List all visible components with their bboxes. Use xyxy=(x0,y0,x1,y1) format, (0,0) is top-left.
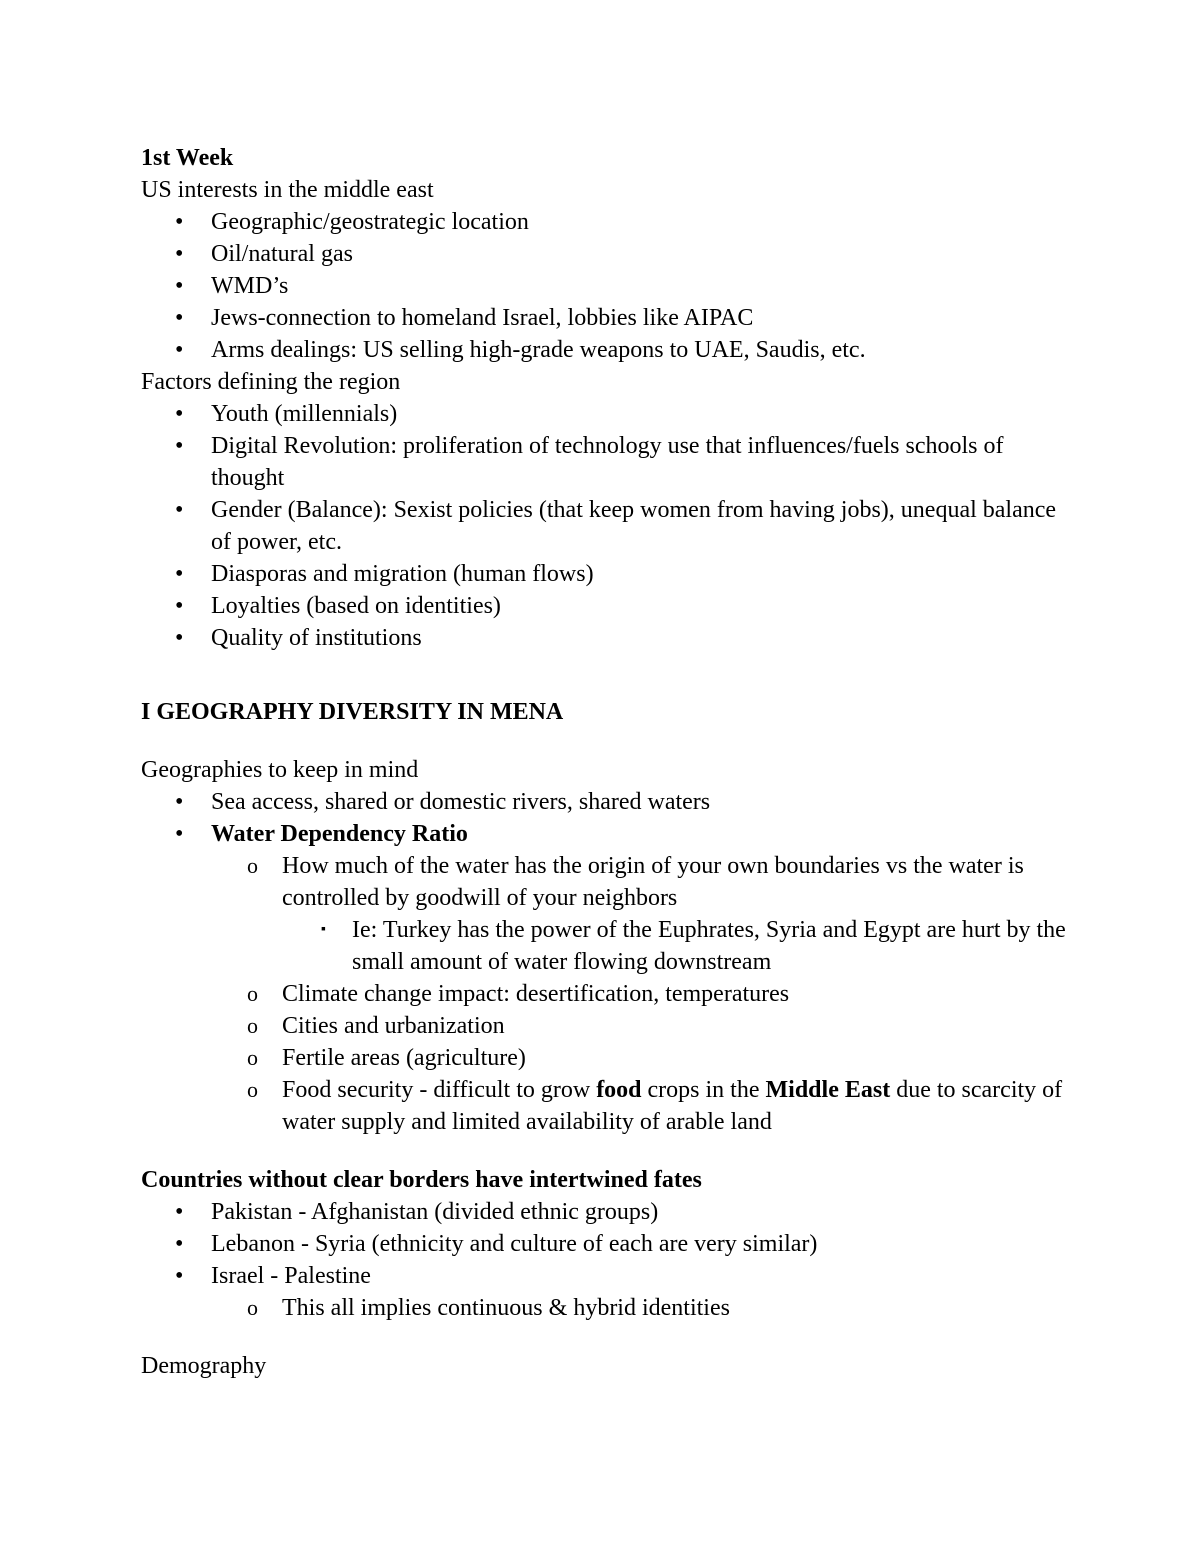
list-item: • Digital Revolution: proliferation of technology use that influences/fuels schools of thought xyxy=(141,430,1071,494)
sub-list-item: o This all implies continuous & hybrid identities xyxy=(141,1292,1071,1324)
sub-list-item: o Food security - difficult to grow food crops in the Middle East due to scarcity of water supply and limited availability of arable land xyxy=(141,1074,1071,1138)
bullet-icon: • xyxy=(175,273,184,299)
list-item: • Israel - Palestine xyxy=(141,1260,1071,1292)
list-item: • Quality of institutions xyxy=(141,622,1071,654)
bullet-icon: • xyxy=(175,625,184,651)
sub-list-item: o Cities and urbanization xyxy=(141,1010,1071,1042)
circle-bullet-icon: o xyxy=(247,1013,258,1038)
sub-list-item: o How much of the water has the origin of your own boundaries vs the water is controlled by goodwill of your neighbors xyxy=(141,850,1071,914)
circle-bullet-icon: o xyxy=(247,981,258,1006)
week-heading: 1st Week xyxy=(141,145,234,171)
list-item: • Youth (millennials) xyxy=(141,398,1071,430)
bullet-icon: • xyxy=(175,209,184,235)
square-bullet-icon: ▪ xyxy=(321,922,326,937)
circle-bullet-icon: o xyxy=(247,1045,258,1070)
bullet-icon: • xyxy=(175,593,184,619)
section-title: I GEOGRAPHY DIVERSITY IN MENA xyxy=(141,699,564,725)
sub-list-item: o Fertile areas (agriculture) xyxy=(141,1042,1071,1074)
borders-heading: Countries without clear borders have intertwined fates xyxy=(141,1167,702,1193)
list-item: • Gender (Balance): Sexist policies (that keep women from having jobs), unequal balance of power, etc. xyxy=(141,494,1071,558)
bullet-icon: • xyxy=(175,433,184,459)
bullet-icon: • xyxy=(175,821,184,847)
factors-heading: Factors defining the region xyxy=(141,369,401,395)
list-item: • Oil/natural gas xyxy=(141,238,1071,270)
geographies-heading: Geographies to keep in mind xyxy=(141,757,419,783)
bullet-icon: • xyxy=(175,789,184,815)
bullet-icon: • xyxy=(175,1231,184,1257)
bullet-icon: • xyxy=(175,561,184,587)
water-dependency-ratio: Water Dependency Ratio xyxy=(211,821,468,847)
bullet-icon: • xyxy=(175,1199,184,1225)
document-content xyxy=(141,142,1071,1382)
circle-bullet-icon: o xyxy=(247,1077,258,1102)
list-item: • Arms dealings: US selling high-grade weapons to UAE, Saudis, etc. xyxy=(141,334,1071,366)
list-item: • Diasporas and migration (human flows) xyxy=(141,558,1071,590)
circle-bullet-icon: o xyxy=(247,853,258,878)
list-item: • Lebanon - Syria (ethnicity and culture of each are very similar) xyxy=(141,1228,1071,1260)
sub-list-item: o Climate change impact: desertification, temperatures xyxy=(141,978,1071,1010)
sub-sub-list-item: ▪ Ie: Turkey has the power of the Euphrates, Syria and Egypt are hurt by the small amount of water flowing downstream xyxy=(141,914,1071,978)
list-item: • Loyalties (based on identities) xyxy=(141,590,1071,622)
circle-bullet-icon: o xyxy=(247,1295,258,1320)
list-item: • Geographic/geostrategic location xyxy=(141,206,1071,238)
bullet-icon: • xyxy=(175,241,184,267)
demography-heading: Demography xyxy=(141,1353,267,1379)
bullet-icon: • xyxy=(175,497,184,523)
bullet-icon: • xyxy=(175,337,184,363)
list-item: • Jews-connection to homeland Israel, lobbies like AIPAC xyxy=(141,302,1071,334)
list-item: • WMD’s xyxy=(141,270,1071,302)
bullet-icon: • xyxy=(175,305,184,331)
us-interests-heading: US interests in the middle east xyxy=(141,177,434,203)
bullet-icon: • xyxy=(175,1263,184,1289)
list-item: • Pakistan - Afghanistan (divided ethnic groups) xyxy=(141,1196,1071,1228)
list-item xyxy=(141,818,1071,850)
bullet-icon: • xyxy=(175,401,184,427)
list-item: • Sea access, shared or domestic rivers, shared waters xyxy=(141,786,1071,818)
